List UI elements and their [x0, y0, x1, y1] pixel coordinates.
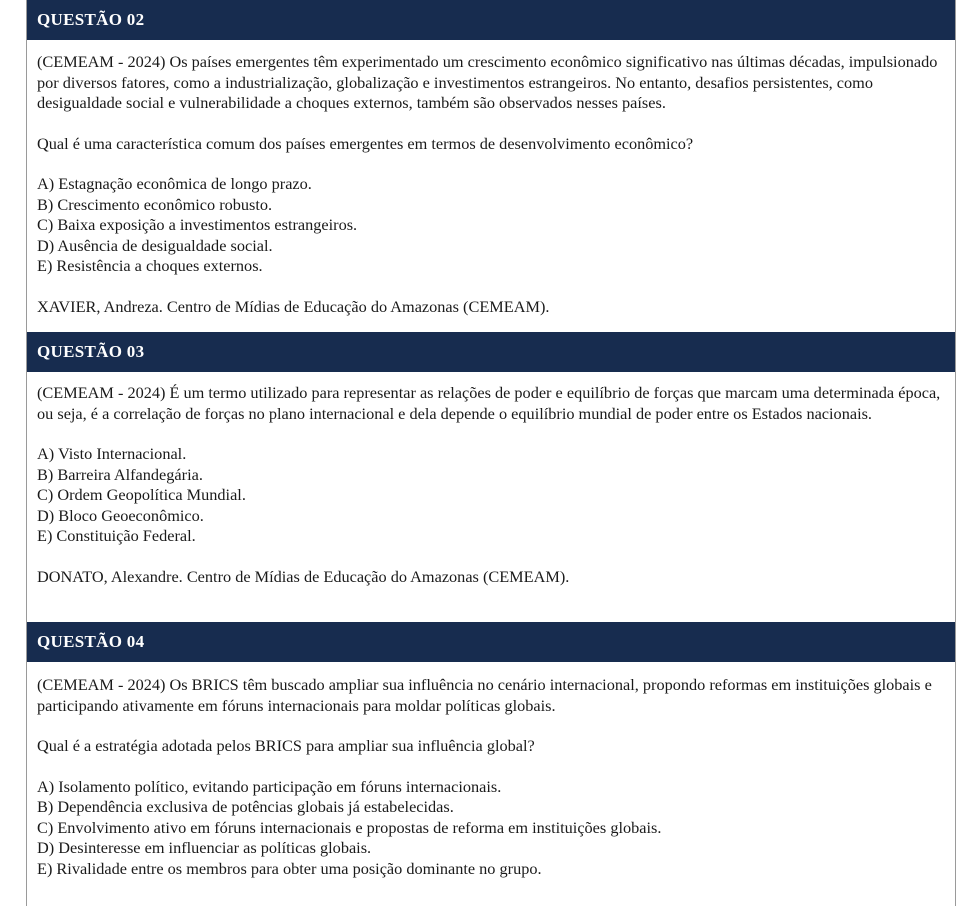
- question-02-option-a: A) Estagnação econômica de longo prazo.: [37, 174, 312, 193]
- question-03-option-b: B) Barreira Alfandegária.: [37, 464, 203, 484]
- question-03-option-c: C) Ordem Geopolítica Mundial.: [37, 485, 246, 504]
- exam-page: [26, 0, 956, 906]
- question-03-option-a: A) Visto Internacional.: [37, 444, 187, 463]
- question-02-title: QUESTÃO 02: [37, 10, 145, 29]
- question-02-body: [37, 52, 947, 317]
- question-02-option-b: B) Crescimento econômico robusto.: [37, 194, 273, 214]
- question-03-option-e: E) Constituição Federal.: [37, 526, 196, 545]
- question-03-body: [37, 383, 947, 587]
- question-04-option-d: D) Desinteresse em influenciar as políticas globais.: [37, 838, 372, 857]
- question-04-title: QUESTÃO 04: [37, 632, 145, 651]
- question-02-header: [27, 0, 955, 40]
- question-04-option-a: A) Isolamento político, evitando participação em fóruns internacionais.: [37, 776, 502, 796]
- question-02-option-d: D) Ausência de desigualdade social.: [37, 235, 273, 255]
- question-03-option-d: D) Bloco Geoeconômico.: [37, 505, 204, 525]
- question-03-statement: (CEMEAM - 2024) É um termo utilizado para representar as relações de poder e equilíbrio de forças que marcam uma determinada época, ou seja, é a correlação de forças no plano internacional e dela depende o equilíbrio mundial de poder entre os Estados nacionais.: [37, 383, 941, 423]
- question-04-header: [27, 622, 955, 662]
- question-04-body: [37, 675, 947, 879]
- question-04-statement: (CEMEAM - 2024) Os BRICS têm buscado ampliar sua influência no cenário internacional, propondo reformas em instituições globais e participando ativamente em fóruns internacionais para moldar políticas globais.: [37, 675, 932, 715]
- question-04-option-e: E) Rivalidade entre os membros para obter uma posição dominante no grupo.: [37, 858, 542, 878]
- question-04-option-c: C) Envolvimento ativo em fóruns internacionais e propostas de reforma em instituições globais.: [37, 817, 662, 837]
- question-02-prompt: Qual é uma característica comum dos países emergentes em termos de desenvolvimento econômico?: [37, 133, 694, 153]
- question-02-option-e: E) Resistência a choques externos.: [37, 256, 263, 275]
- question-02-statement: (CEMEAM - 2024) Os países emergentes têm experimentado um crescimento econômico significativo nas últimas décadas, impulsionado por diversos fatores, como a industrialização, globalização e investimentos estrangeiros. No entanto, desafios persistentes, como desigualdade social e vulnerabilidade a choques externos, também são observados nesses países.: [37, 52, 938, 112]
- question-03-title: QUESTÃO 03: [37, 342, 145, 361]
- question-02-option-c: C) Baixa exposição a investimentos estrangeiros.: [37, 215, 358, 234]
- question-04-option-b: B) Dependência exclusiva de potências globais já estabelecidas.: [37, 797, 454, 816]
- question-02-source: XAVIER, Andreza. Centro de Mídias de Educação do Amazonas (CEMEAM).: [37, 296, 550, 316]
- question-03-header: [27, 332, 955, 372]
- question-03-source: DONATO, Alexandre. Centro de Mídias de Educação do Amazonas (CEMEAM).: [37, 566, 570, 586]
- question-04-prompt: Qual é a estratégia adotada pelos BRICS para ampliar sua influência global?: [37, 736, 535, 755]
